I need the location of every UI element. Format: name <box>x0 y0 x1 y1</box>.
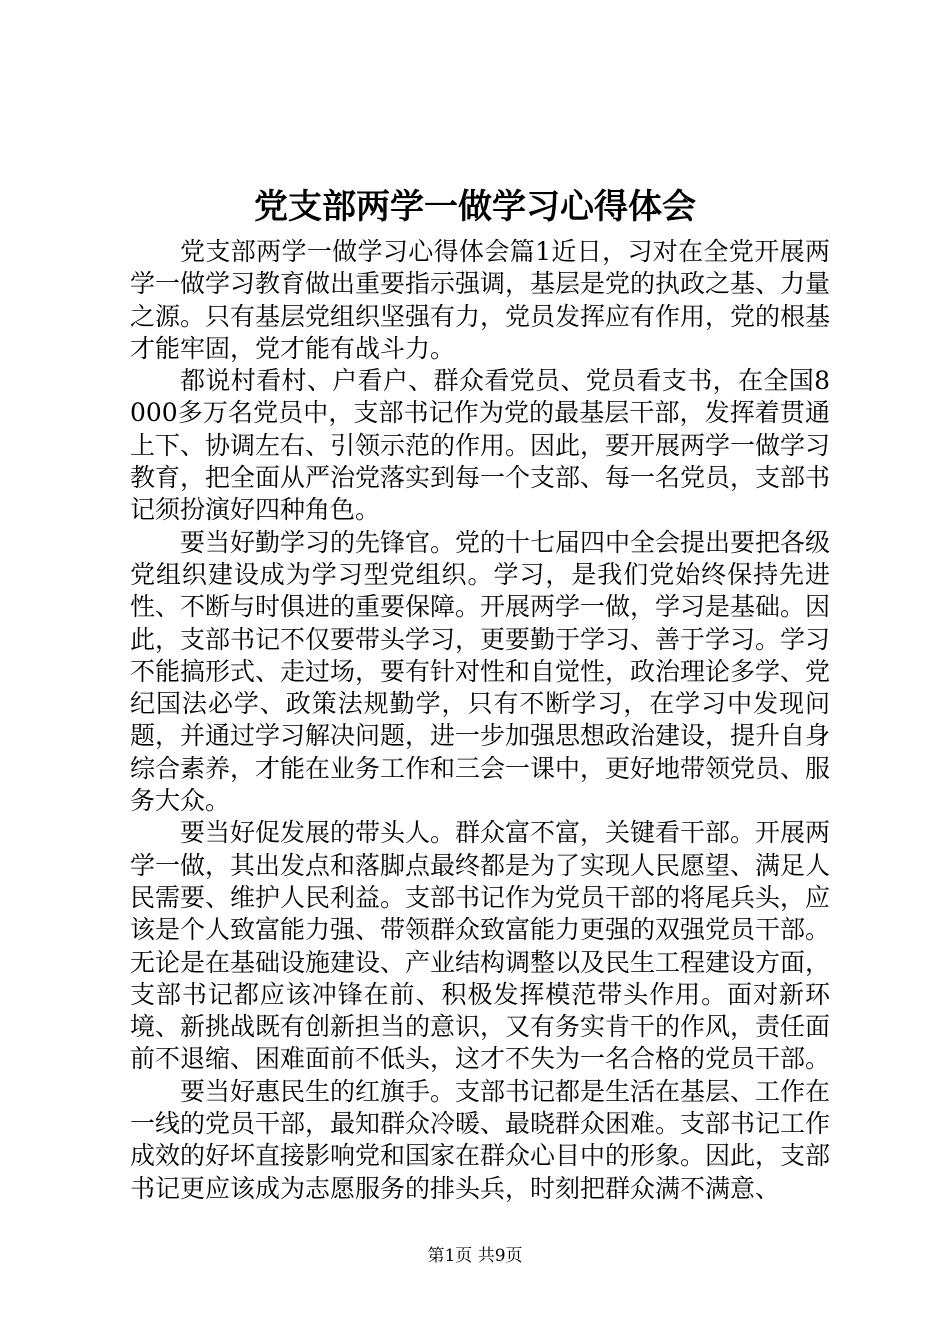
paragraph: 要当好促发展的带头人。群众富不富，关键看干部。开展两学一做，其出发点和落脚点最终都是为了实现人民愿望、满足人民需要、维护人民利益。支部书记作为党员干部的将尾兵头，应该是个人致富能力强、带领群众致富能力更强的双强党员干部。无论是在基础设施建设、产业结构调整以及民生工程建设方面，支部书记都应该冲锋在前、积极发挥模范带头作用。面对新环境、新挑战既有创新担当的意识，又有务实肯干的作风，责任面前不退缩、困难面前不低头，这才不失为一名合格的党员干部。 <box>130 818 831 1074</box>
page-number-footer: 第1页 共9页 <box>427 1246 523 1266</box>
paragraph: 要当好惠民生的红旗手。支部书记都是生活在基层、工作在一线的党员干部，最知群众冷暖、最晓群众困难。支部书记工作成效的好坏直接影响党和国家在群众心目中的形象。因此，支部书记更应该成为志愿服务的排头兵，时刻把群众满不满意、 <box>130 1076 831 1203</box>
paragraph: 都说村看村、户看户、群众看党员、党员看支书，在全国8000多万名党员中，支部书记作为党的最基层干部，发挥着贯通上下、协调左右、引领示范的作用。因此，要开展两学一做学习教育，把全面从严治党落实到每一个支部、每一名党员，支部书记须扮演好四种角色。 <box>130 366 831 525</box>
document-title: 党支部两学一做学习心得体会 <box>254 187 696 227</box>
paragraph: 党支部两学一做学习心得体会篇1近日，习对在全党开展两学一做学习教育做出重要指示强调，基层是党的执政之基、力量之源。只有基层党组织坚强有力，党员发挥应有作用，党的根基才能牢固，党才能有战斗力。 <box>130 237 831 363</box>
paragraph: 要当好勤学习的先锋官。党的十七届四中全会提出要把各级党组织建设成为学习型党组织。学习，是我们党始终保持先进性、不断与时俱进的重要保障。开展两学一做，学习是基础。因此，支部书记不仅要带头学习，更要勤于学习、善于学习。学习不能搞形式、走过场，要有针对性和自觉性，政治理论多学、党纪国法必学、政策法规勤学，只有不断学习，在学习中发现问题，并通过学习解决问题，进一步加强思想政治建设，提升自身综合素养，才能在业务工作和三会一课中，更好地带领党员、服务大众。 <box>130 527 831 816</box>
document-body <box>130 236 830 1205</box>
